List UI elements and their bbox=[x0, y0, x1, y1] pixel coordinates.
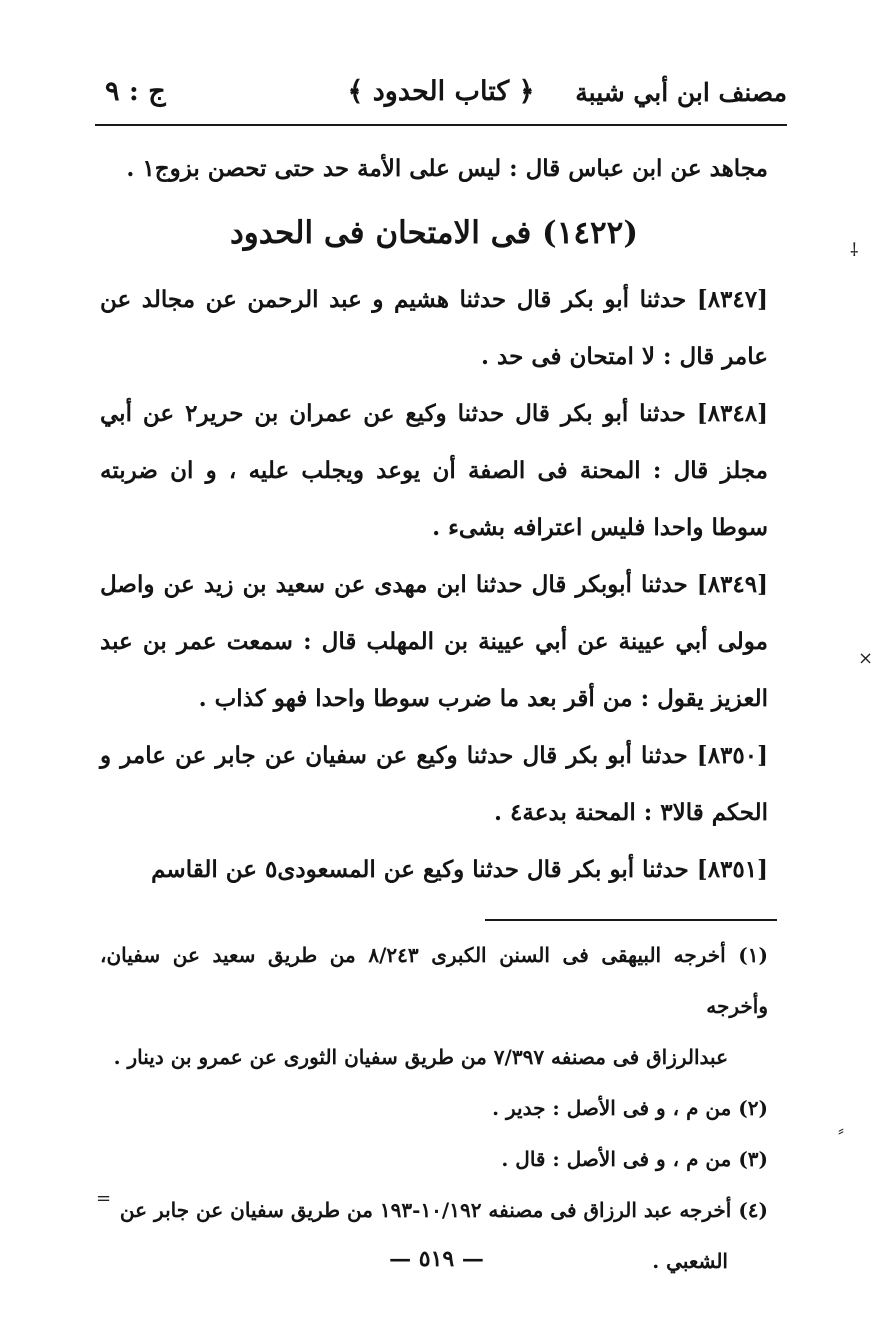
hadith-entry bbox=[100, 385, 768, 556]
footnote-item: (٣) من م ، و فى الأصل : قال . bbox=[501, 1147, 768, 1171]
margin-mark: ⸸ bbox=[850, 240, 859, 261]
intro-line: مجاهد عن ابن عباس قال : ليس على الأمة حد حتى تحصن بزوج١ . bbox=[126, 155, 768, 182]
hadith-text: حدثنا أبو بكر قال حدثنا وكيع عن عمران بن حرير٢ عن أبي مجلز قال : المحنة فى الصفة أن يوعد ويجلب عليه ، و ان ضربته سوطا واحدا فليس اعترافه بشىء . bbox=[100, 400, 768, 541]
footnote-item: (٤) أخرجه عبد الرزاق فى مصنفه ١٠/١٩٢-١٩٣ من طريق سفيان عن جابر عن bbox=[119, 1198, 768, 1222]
margin-mark: = bbox=[96, 1188, 112, 1209]
hadith-text: حدثنا أبو بكر قال حدثنا وكيع عن سفيان عن جابر عن عامر و الحكم قالا٣ : المحنة بدعة٤ . bbox=[100, 742, 768, 826]
hadith-number: [٨٣٥٠] bbox=[696, 742, 768, 769]
hadith-entry bbox=[100, 556, 768, 727]
hadith-text: حدثنا أبو بكر قال حدثنا هشيم و عبد الرحمن عن مجالد عن عامر قال : لا امتحان فى حد . bbox=[100, 286, 768, 370]
hadith-entry bbox=[100, 841, 768, 898]
footnote-rule bbox=[485, 919, 777, 921]
footnote-item: (٢) من م ، و فى الأصل : جدير . bbox=[492, 1096, 768, 1120]
book-title: مصنف ابن أبي شيبة bbox=[575, 78, 787, 107]
volume-number: ج : ٩ bbox=[105, 76, 166, 107]
hadith-number: [٨٣٤٨] bbox=[696, 400, 768, 427]
footnote-item: (١) أخرجه البيهقى فى السنن الكبرى ٨/٢٤٣ من طريق سعيد عن سفيان، وأخرجه bbox=[100, 943, 768, 1018]
footnote-continuation: الشعبي . bbox=[652, 1249, 728, 1273]
hadith-number: [٨٣٤٧] bbox=[696, 286, 769, 313]
hadith-number: [٨٣٤٩] bbox=[696, 571, 768, 598]
page-header bbox=[95, 72, 787, 124]
hadith-text: حدثنا أبو بكر قال حدثنا وكيع عن المسعودى٥ عن القاسم bbox=[151, 856, 689, 883]
margin-mark: × bbox=[858, 648, 873, 669]
section-heading: (١٤٢٢) فى الامتحان فى الحدود bbox=[229, 215, 639, 251]
footnote-continuation: عبدالرزاق فى مصنفه ٧/٣٩٧ من طريق سفيان الثورى عن عمرو بن دينار . bbox=[113, 1045, 728, 1069]
page-number: — ٥١٩ — bbox=[389, 1246, 484, 1272]
chapter-title: ﴿ كتاب الحدود ﴾ bbox=[347, 76, 535, 107]
hadith-number: [٨٣٥١] bbox=[696, 856, 768, 883]
header-rule bbox=[95, 124, 787, 126]
main-text bbox=[100, 140, 768, 898]
footnotes bbox=[100, 930, 768, 1287]
hadith-entry bbox=[100, 271, 768, 385]
hadith-entry bbox=[100, 727, 768, 841]
margin-mark: ⸗ bbox=[838, 1120, 844, 1141]
hadith-text: حدثنا أبوبكر قال حدثنا ابن مهدى عن سعيد بن زيد عن واصل مولى أبي عيينة عن أبي عيينة بن المهلب قال : سمعت عمر بن عبد العزيز يقول : من أقر بعد ما ضرب سوطا واحدا فهو كذاب . bbox=[100, 571, 768, 712]
